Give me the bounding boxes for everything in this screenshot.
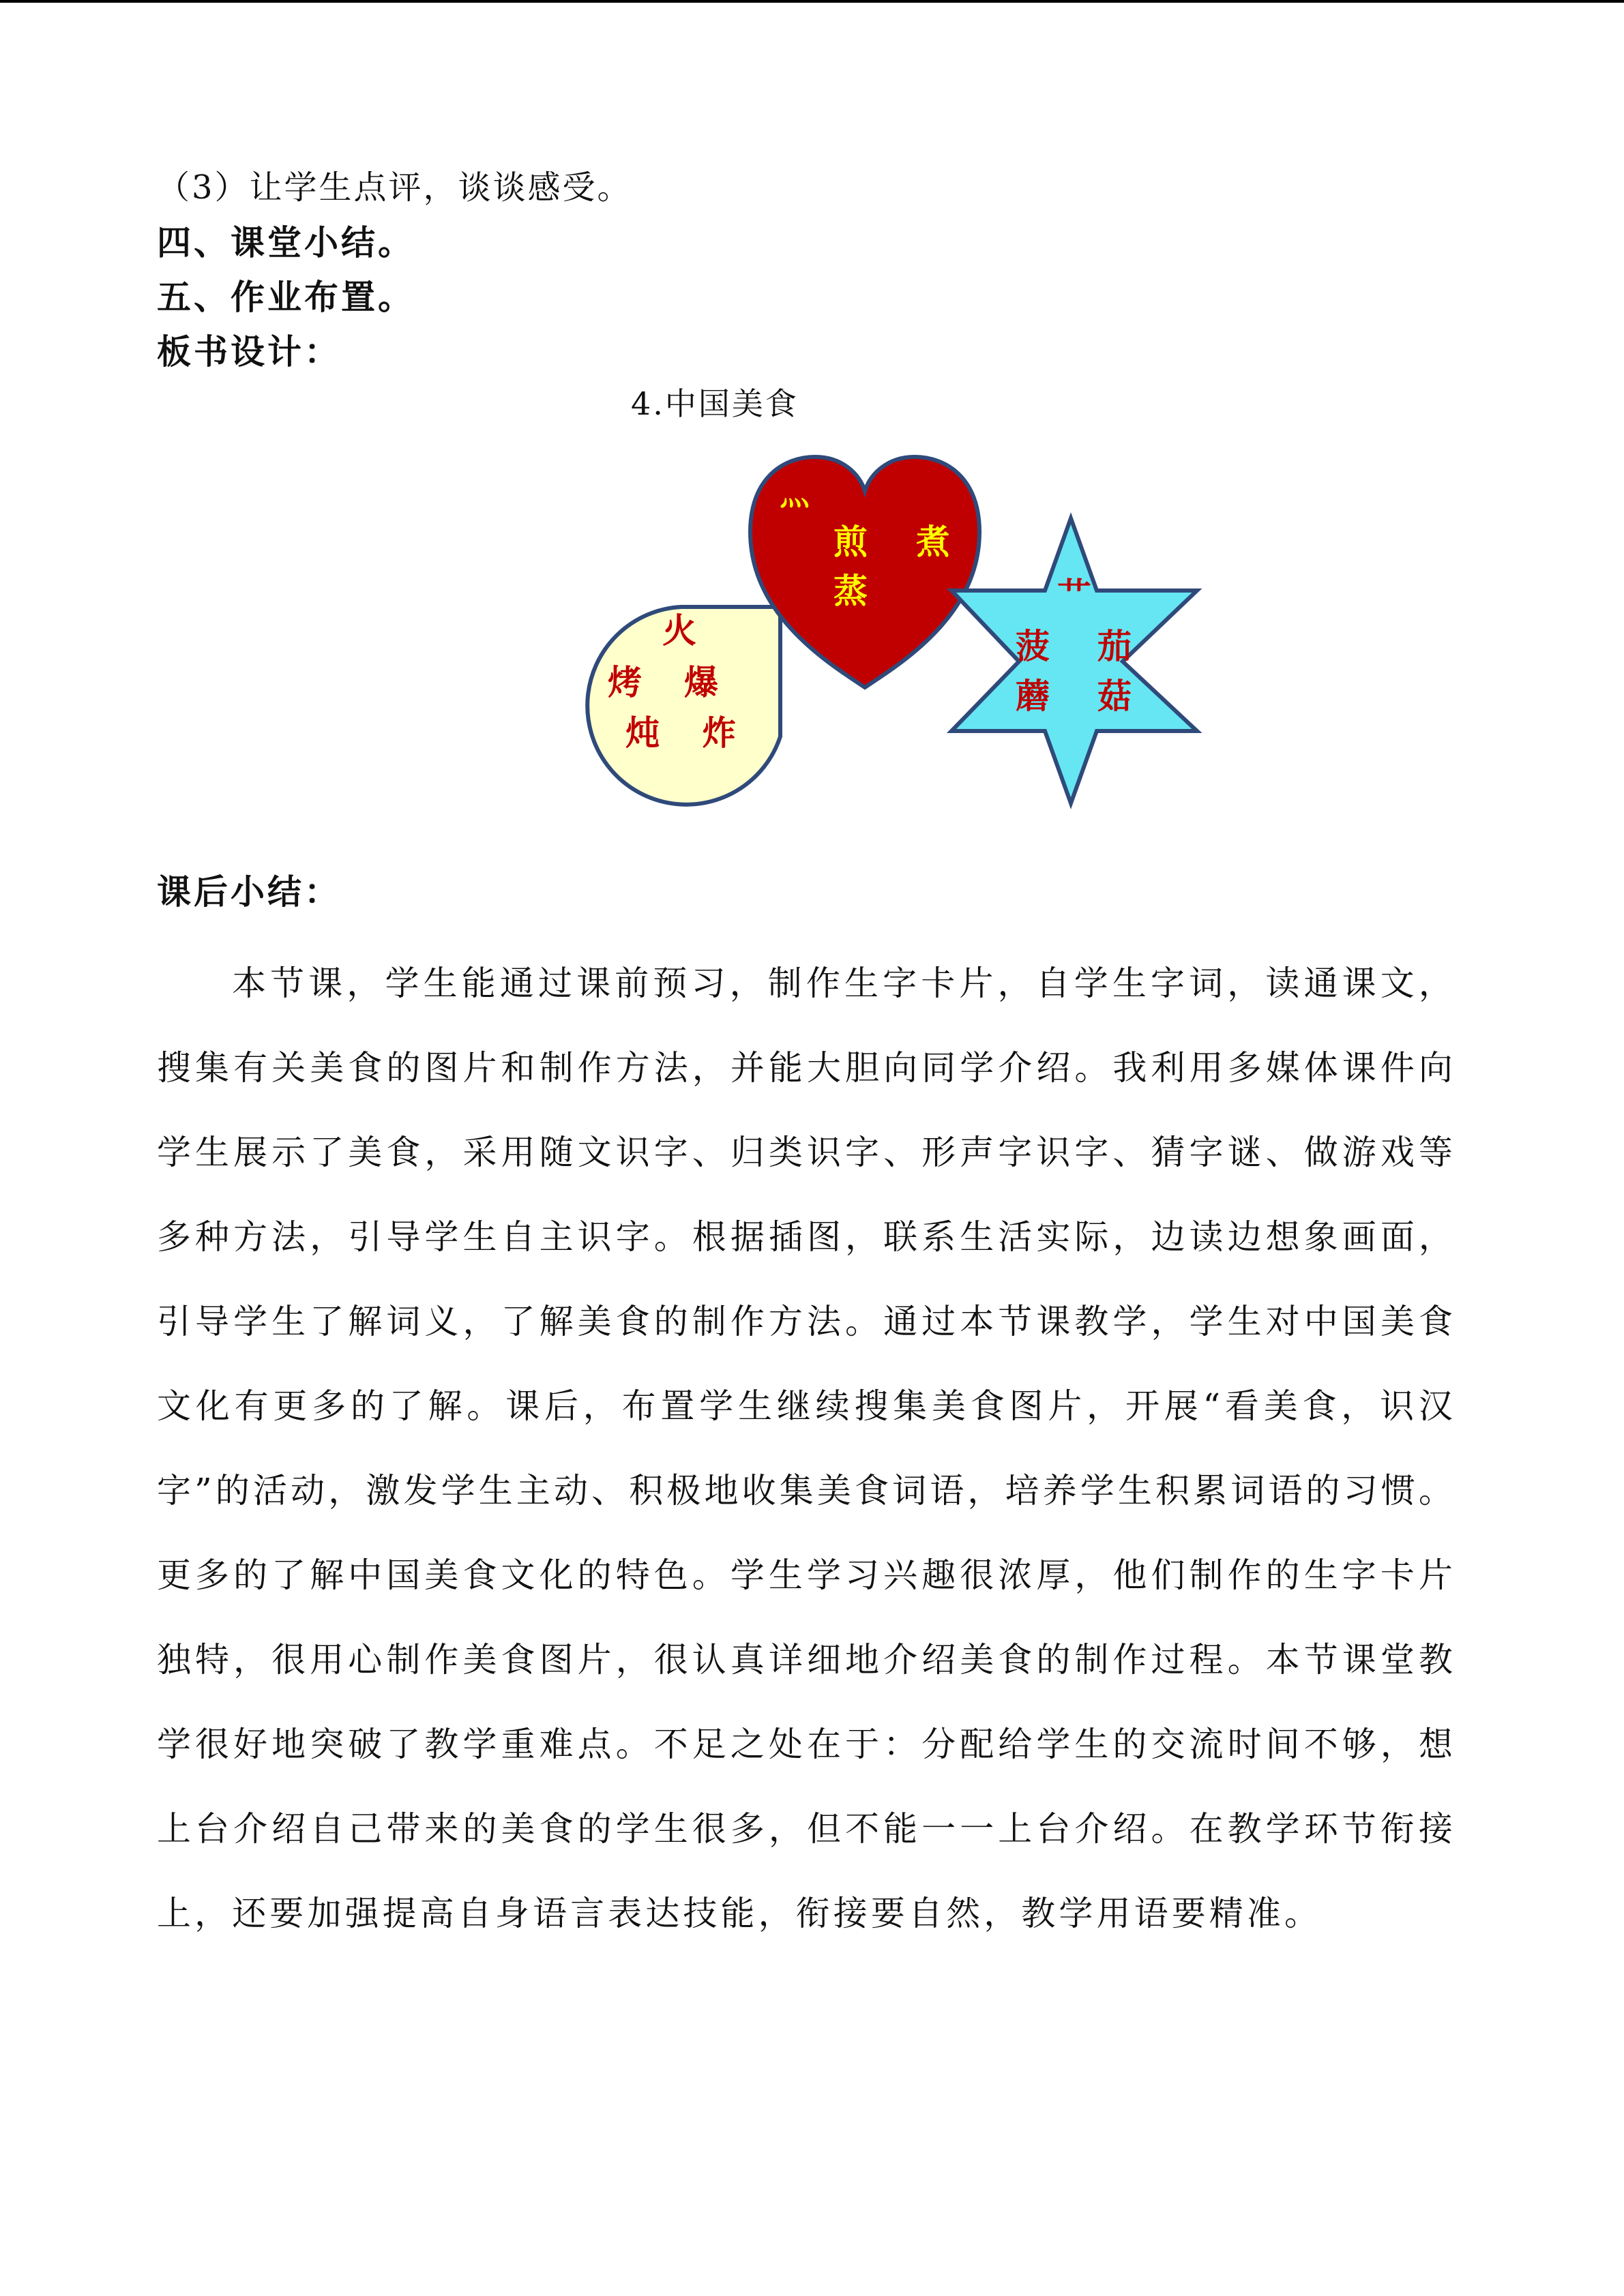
heading-homework: 五、作业布置。 xyxy=(157,277,415,317)
drop-top-char: 火 xyxy=(662,611,696,651)
star-char: 菇 xyxy=(1097,676,1132,716)
board-title: 4.中国美食 xyxy=(631,385,799,422)
star-char: 茄 xyxy=(1097,627,1132,666)
page-top-border xyxy=(0,0,1624,3)
heading-board-design: 板书设计： xyxy=(157,331,341,372)
drop-char: 烤 xyxy=(608,663,642,702)
heart-char: 煎 xyxy=(833,522,868,562)
step-3-text: （3）让学生点评，谈谈感受。 xyxy=(157,168,632,207)
heart-top-char: 灬 xyxy=(780,477,810,512)
drop-char: 爆 xyxy=(684,663,718,702)
reflection-paragraph: 本节课，学生能通过课前预习，制作生字卡片，自学生字词，读通课文，搜集有关美食的图片和制作方法，并能大胆向同学介绍。我利用多媒体课件向学生展示了美食，采用随文识字、归类识字、形声字识字、猜字谜、做游戏等多种方法，引导学生自主识字。根据插图，联系生活实际，边读边想象画面，引导学生了解词义，了解美食的制作方法。通过本节课教学，学生对中国美食文化有更多的了解。课后，布置学生继续搜集美食图片，开展“看美食，识汉字”的活动，激发学生主动、积极地收集美食词语，培养学生积累词语的习惯。更多的了解中国美食文化的特色。学生学习兴趣很浓厚，他们制作的生字卡片独特，很用心制作美食图片，很认真详细地介绍美食的制作过程。本节课堂教学很好地突破了教学重难点。不足之处在于：分配给学生的交流时间不够，想上台介绍自己带来的美食的学生很多，但不能一一上台介绍。在教学环节衔接上，还要加强提高自身语言表达技能，衔接要自然，教学用语要精准。 xyxy=(157,964,1456,1933)
drop-char: 炖 xyxy=(625,713,660,753)
heart-char: 煮 xyxy=(916,522,950,562)
heading-reflection: 课后小结： xyxy=(157,871,341,912)
heart-char: 蒸 xyxy=(833,571,868,611)
star-top-char: 艹 xyxy=(1057,576,1091,615)
grass-star-shape xyxy=(951,518,1197,803)
star-char: 菠 xyxy=(1016,627,1050,666)
drop-char: 炸 xyxy=(702,713,736,753)
heading-class-summary: 四、课堂小结。 xyxy=(157,222,415,263)
star-char: 蘑 xyxy=(1016,676,1050,716)
board-diagram xyxy=(416,436,1235,818)
